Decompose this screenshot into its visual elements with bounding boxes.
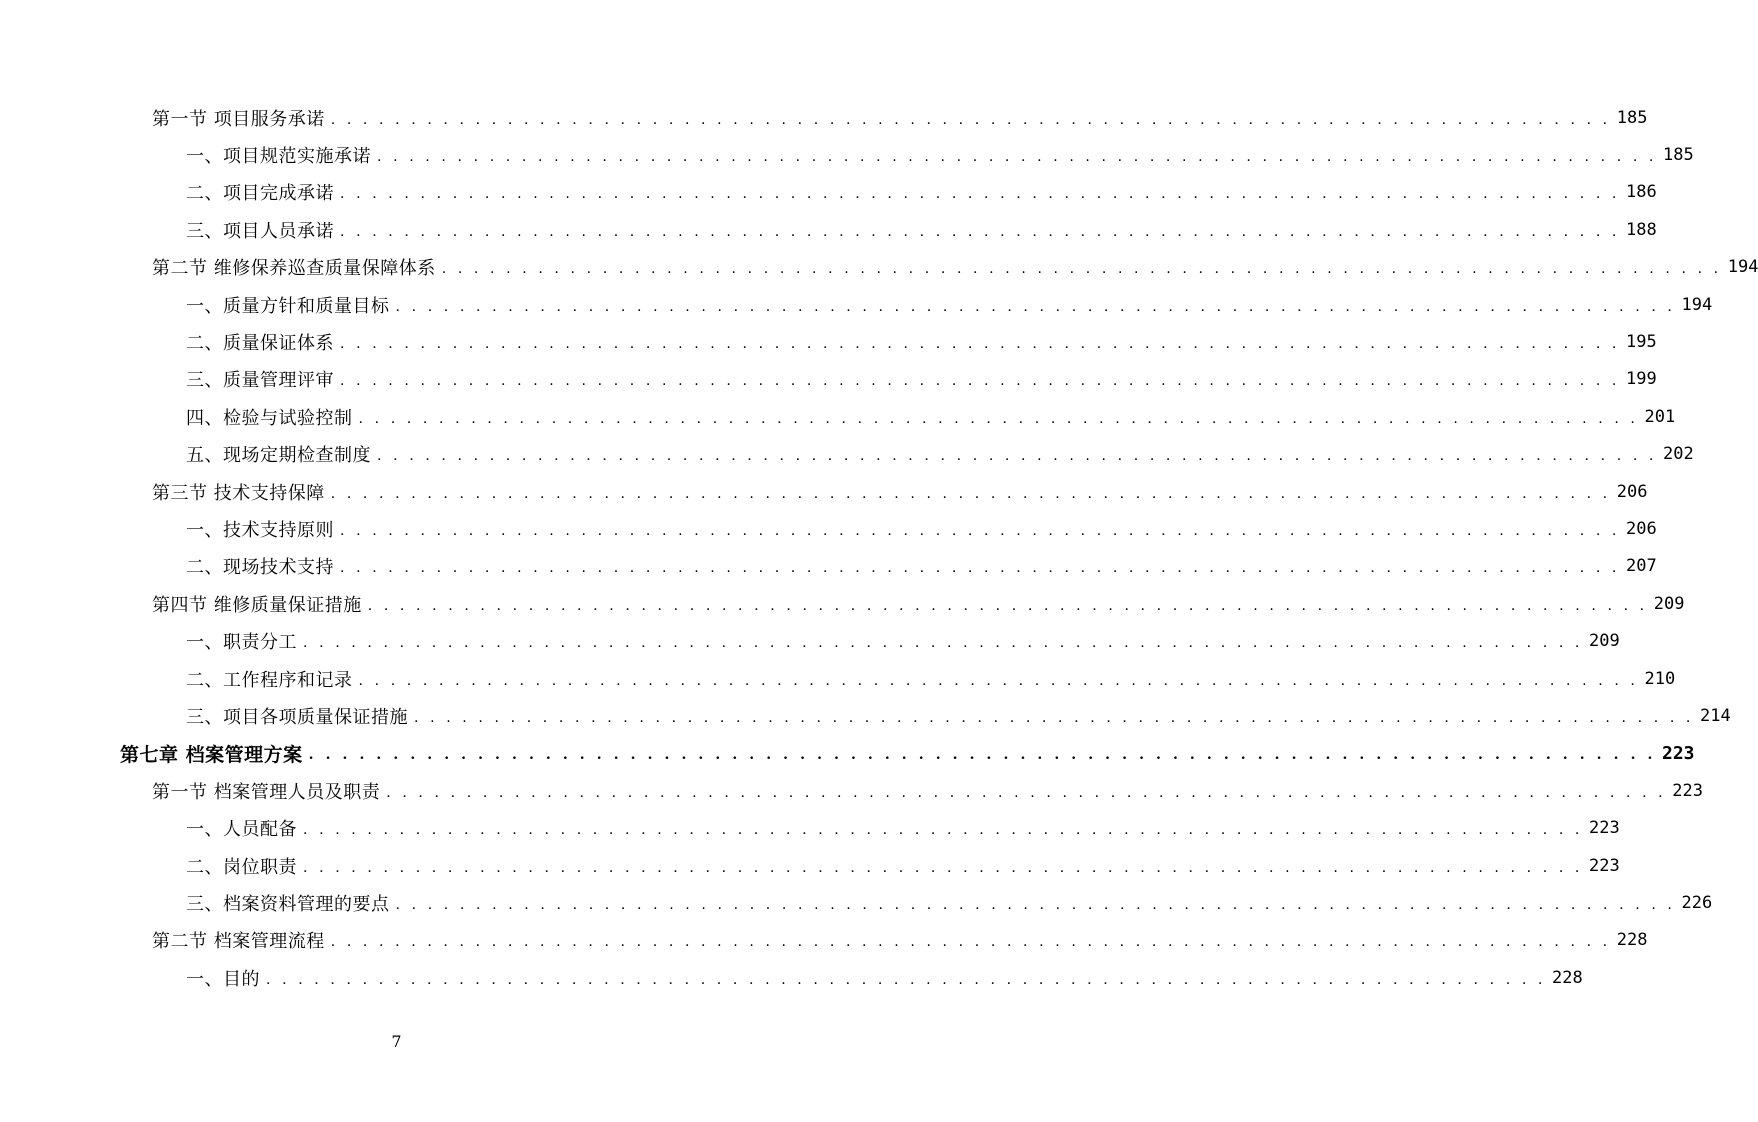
toc-entry-page-number: 199 — [1625, 369, 1657, 390]
toc-entry-title: 第二节 维修保养巡查质量保障体系 — [152, 258, 436, 280]
toc-entry-title: 二、现场技术支持 — [186, 557, 334, 579]
toc-entry-content — [186, 366, 1657, 392]
toc-entry-item[interactable] — [0, 174, 1657, 211]
toc-entry-item[interactable] — [0, 660, 1676, 697]
toc-entry-page-number: 195 — [1625, 332, 1657, 353]
toc-entry-title: 第三节 技术支持保障 — [152, 482, 325, 504]
toc-entry-page-number: 194 — [1681, 294, 1713, 315]
toc-entry-content — [152, 591, 1685, 617]
toc-entry-title: 一、技术支持原则 — [186, 519, 334, 541]
toc-leader-dots: . . . . . . . . . . . . . . . . . . . . . . . . . . . . . . . . . . . . . . . . . . . . . . . . . . . . . . . . . . . . . . . . . . . . . . . . . . . . . . . . — [414, 709, 1694, 726]
toc-entry-page-number: 223 — [1662, 742, 1695, 764]
toc-entry-item[interactable] — [0, 286, 1713, 323]
toc-entry-page-number: 223 — [1588, 818, 1620, 839]
toc-entry-content — [186, 217, 1657, 243]
toc-leader-dots: . . . . . . . . . . . . . . . . . . . . . . . . . . . . . . . . . . . . . . . . . . . . . . . . . . . . . . . . . . . . . . . . . . . . . . . . . . . . . . . . — [358, 410, 1639, 427]
toc-entry-title: 一、职责分工 — [186, 632, 297, 654]
toc-leader-dots: . . . . . . . . . . . . . . . . . . . . . . . . . . . . . . . . . . . . . . . . . . . . . . . . . . . . . . . . . . . . . . . . . . . . . . . . . . . . . . . . — [340, 522, 1620, 539]
toc-leader-dots: . . . . . . . . . . . . . . . . . . . . . . . . . . . . . . . . . . . . . . . . . . . . . . . . . . . . . . . . . . . . . . . . . . . . . . . . . . . . . . . . — [386, 784, 1667, 801]
toc-entry-page-number: 206 — [1625, 518, 1657, 539]
toc-entry-section[interactable] — [0, 772, 1703, 809]
toc-entry-title: 四、检验与试验控制 — [186, 407, 353, 429]
toc-leader-dots: . . . . . . . . . . . . . . . . . . . . . . . . . . . . . . . . . . . . . . . . . . . . . . . . . . . . . . . . . . . . . . . . . . . . . . . . . . . . . . . . — [266, 971, 1546, 988]
toc-entry-page-number: 214 — [1699, 705, 1731, 726]
toc-entry-content — [186, 404, 1676, 430]
toc-entry-title: 一、人员配备 — [186, 819, 297, 841]
toc-entry-title: 三、项目各项质量保证措施 — [186, 706, 408, 728]
toc-entry-content — [152, 778, 1703, 804]
toc-leader-dots: . . . . . . . . . . . . . . . . . . . . . . . . . . . . . . . . . . . . . . . . . . . . . . . . . . . . . . . . . . . . . . . . . . . . . . . . . . . . . . . . — [395, 896, 1676, 913]
toc-leader-dots: . . . . . . . . . . . . . . . . . . . . . . . . . . . . . . . . . . . . . . . . . . . . . . . . . . . . . . . . . . . . . . . . . . . . . . . . . . . . . . . . — [340, 373, 1620, 390]
toc-entry-page-number: 228 — [1551, 967, 1583, 988]
toc-leader-dots: . . . . . . . . . . . . . . . . . . . . . . . . . . . . . . . . . . . . . . . . . . . . . . . . . . . . . . . . . . . . . . . . . . . . . . . . . . . . . . . . — [367, 597, 1648, 614]
toc-entry-page-number: 210 — [1644, 668, 1676, 689]
toc-entry-content — [152, 479, 1648, 505]
toc-entry-content — [186, 853, 1620, 879]
toc-entry-page-number: 209 — [1653, 593, 1685, 614]
toc-entry-item[interactable] — [0, 847, 1620, 884]
toc-entry-section[interactable] — [0, 585, 1685, 622]
toc-leader-dots: . . . . . . . . . . . . . . . . . . . . . . . . . . . . . . . . . . . . . . . . . . . . . . . . . . . . . . . . . . . . . . . . . . . . . . . . . . . . . . . . — [303, 635, 1583, 652]
toc-entry-content — [120, 740, 1695, 767]
toc-leader-dots: . . . . . . . . . . . . . . . . . . . . . . . . . . . . . . . . . . . . . . . . . . . . . . . . . . . . . . . . . . . . . . . . . . . . . . . . . . . . . . . . — [358, 672, 1639, 689]
toc-entry-item[interactable] — [0, 398, 1676, 435]
toc-entry-page-number: 223 — [1672, 780, 1703, 801]
toc-entry-title: 二、项目完成承诺 — [186, 183, 334, 205]
toc-entry-page-number: 201 — [1644, 406, 1676, 427]
toc-entry-content — [186, 441, 1694, 467]
toc-entry-title: 二、岗位职责 — [186, 856, 297, 878]
toc-leader-dots: . . . . . . . . . . . . . . . . . . . . . . . . . . . . . . . . . . . . . . . . . . . . . . . . . . . . . . . . . . . . . . . . . . . . . . . . . . . . . . . . — [308, 747, 1656, 764]
toc-entry-content — [152, 105, 1648, 131]
toc-entry-item[interactable] — [0, 884, 1713, 921]
toc-entry-content — [152, 254, 1758, 280]
toc-entry-item[interactable] — [0, 436, 1694, 473]
toc-entry-page-number: 202 — [1662, 444, 1694, 465]
toc-entry-item[interactable] — [0, 622, 1620, 659]
toc-entry-page-number: 207 — [1625, 556, 1657, 577]
toc-entry-title: 一、质量方针和质量目标 — [186, 295, 390, 317]
toc-leader-dots: . . . . . . . . . . . . . . . . . . . . . . . . . . . . . . . . . . . . . . . . . . . . . . . . . . . . . . . . . . . . . . . . . . . . . . . . . . . . . . . . — [330, 111, 1611, 128]
toc-entry-chapter[interactable] — [0, 735, 1695, 772]
page-number: 7 — [391, 1032, 402, 1051]
toc-entry-page-number: 223 — [1588, 855, 1620, 876]
toc-entry-content — [186, 890, 1713, 916]
toc-entry-content — [186, 516, 1657, 542]
toc-entry-item[interactable] — [0, 361, 1657, 398]
toc-entry-item[interactable] — [0, 697, 1731, 734]
toc-entry-page-number: 185 — [1616, 107, 1648, 128]
toc-entry-item[interactable] — [0, 211, 1657, 248]
toc-entry-content — [186, 666, 1676, 692]
toc-leader-dots: . . . . . . . . . . . . . . . . . . . . . . . . . . . . . . . . . . . . . . . . . . . . . . . . . . . . . . . . . . . . . . . . . . . . . . . . . . . . . . . . — [303, 859, 1583, 876]
toc-entry-content — [186, 329, 1657, 355]
toc-entry-item[interactable] — [0, 959, 1583, 996]
toc-entry-item[interactable] — [0, 323, 1657, 360]
toc-leader-dots: . . . . . . . . . . . . . . . . . . . . . . . . . . . . . . . . . . . . . . . . . . . . . . . . . . . . . . . . . . . . . . . . . . . . . . . . . . . . . . . . — [441, 261, 1722, 278]
toc-entry-page-number: 186 — [1625, 182, 1657, 203]
toc-entry-title: 一、项目规范实施承诺 — [186, 146, 371, 168]
toc-entry-content — [152, 927, 1648, 953]
toc-entry-title: 三、档案资料管理的要点 — [186, 893, 390, 915]
toc-entry-item[interactable] — [0, 510, 1657, 547]
toc-entry-content — [186, 703, 1731, 729]
toc-leader-dots: . . . . . . . . . . . . . . . . . . . . . . . . . . . . . . . . . . . . . . . . . . . . . . . . . . . . . . . . . . . . . . . . . . . . . . . . . . . . . . . . — [340, 223, 1620, 240]
toc-entry-page-number: 226 — [1681, 892, 1713, 913]
toc-entry-title: 五、现场定期检查制度 — [186, 445, 371, 467]
toc-leader-dots: . . . . . . . . . . . . . . . . . . . . . . . . . . . . . . . . . . . . . . . . . . . . . . . . . . . . . . . . . . . . . . . . . . . . . . . . . . . . . . . . — [340, 560, 1620, 577]
table-of-contents — [0, 99, 1758, 996]
toc-leader-dots: . . . . . . . . . . . . . . . . . . . . . . . . . . . . . . . . . . . . . . . . . . . . . . . . . . . . . . . . . . . . . . . . . . . . . . . . . . . . . . . . — [340, 336, 1620, 353]
toc-leader-dots: . . . . . . . . . . . . . . . . . . . . . . . . . . . . . . . . . . . . . . . . . . . . . . . . . . . . . . . . . . . . . . . . . . . . . . . . . . . . . . . . — [340, 186, 1620, 203]
toc-leader-dots: . . . . . . . . . . . . . . . . . . . . . . . . . . . . . . . . . . . . . . . . . . . . . . . . . . . . . . . . . . . . . . . . . . . . . . . . . . . . . . . . — [377, 448, 1657, 465]
toc-entry-section[interactable] — [0, 473, 1648, 510]
toc-entry-title: 第七章 档案管理方案 — [120, 743, 303, 766]
toc-entry-title: 第二节 档案管理流程 — [152, 931, 325, 953]
toc-entry-content — [186, 142, 1694, 168]
toc-entry-section[interactable] — [0, 249, 1758, 286]
toc-leader-dots: . . . . . . . . . . . . . . . . . . . . . . . . . . . . . . . . . . . . . . . . . . . . . . . . . . . . . . . . . . . . . . . . . . . . . . . . . . . . . . . . — [330, 485, 1611, 502]
toc-entry-page-number: 185 — [1662, 145, 1694, 166]
toc-entry-content — [186, 965, 1583, 991]
toc-leader-dots: . . . . . . . . . . . . . . . . . . . . . . . . . . . . . . . . . . . . . . . . . . . . . . . . . . . . . . . . . . . . . . . . . . . . . . . . . . . . . . . . — [395, 298, 1676, 315]
toc-entry-page-number: 228 — [1616, 930, 1648, 951]
toc-entry-page-number: 194 — [1727, 257, 1758, 278]
toc-entry-title: 第一节 项目服务承诺 — [152, 108, 325, 130]
toc-entry-content — [186, 553, 1657, 579]
toc-entry-content — [186, 179, 1657, 205]
toc-entry-title: 二、质量保证体系 — [186, 333, 334, 355]
toc-entry-title: 三、项目人员承诺 — [186, 220, 334, 242]
toc-entry-item[interactable] — [0, 548, 1657, 585]
toc-entry-item[interactable] — [0, 136, 1694, 173]
toc-entry-section[interactable] — [0, 922, 1648, 959]
toc-leader-dots: . . . . . . . . . . . . . . . . . . . . . . . . . . . . . . . . . . . . . . . . . . . . . . . . . . . . . . . . . . . . . . . . . . . . . . . . . . . . . . . . — [303, 822, 1583, 839]
toc-entry-content — [186, 628, 1620, 654]
toc-leader-dots: . . . . . . . . . . . . . . . . . . . . . . . . . . . . . . . . . . . . . . . . . . . . . . . . . . . . . . . . . . . . . . . . . . . . . . . . . . . . . . . . — [330, 934, 1611, 951]
toc-entry-title: 一、目的 — [186, 968, 260, 990]
toc-entry-title: 三、质量管理评审 — [186, 370, 334, 392]
toc-entry-page-number: 206 — [1616, 481, 1648, 502]
toc-entry-item[interactable] — [0, 809, 1620, 846]
toc-entry-title: 第一节 档案管理人员及职责 — [152, 781, 381, 803]
toc-leader-dots: . . . . . . . . . . . . . . . . . . . . . . . . . . . . . . . . . . . . . . . . . . . . . . . . . . . . . . . . . . . . . . . . . . . . . . . . . . . . . . . . — [377, 149, 1657, 166]
toc-entry-content — [186, 292, 1713, 318]
toc-entry-page-number: 209 — [1588, 631, 1620, 652]
toc-entry-page-number: 188 — [1625, 219, 1657, 240]
toc-entry-title: 第四节 维修质量保证措施 — [152, 594, 362, 616]
toc-entry-section[interactable] — [0, 99, 1648, 136]
toc-entry-title: 二、工作程序和记录 — [186, 669, 353, 691]
toc-entry-content — [186, 815, 1620, 841]
